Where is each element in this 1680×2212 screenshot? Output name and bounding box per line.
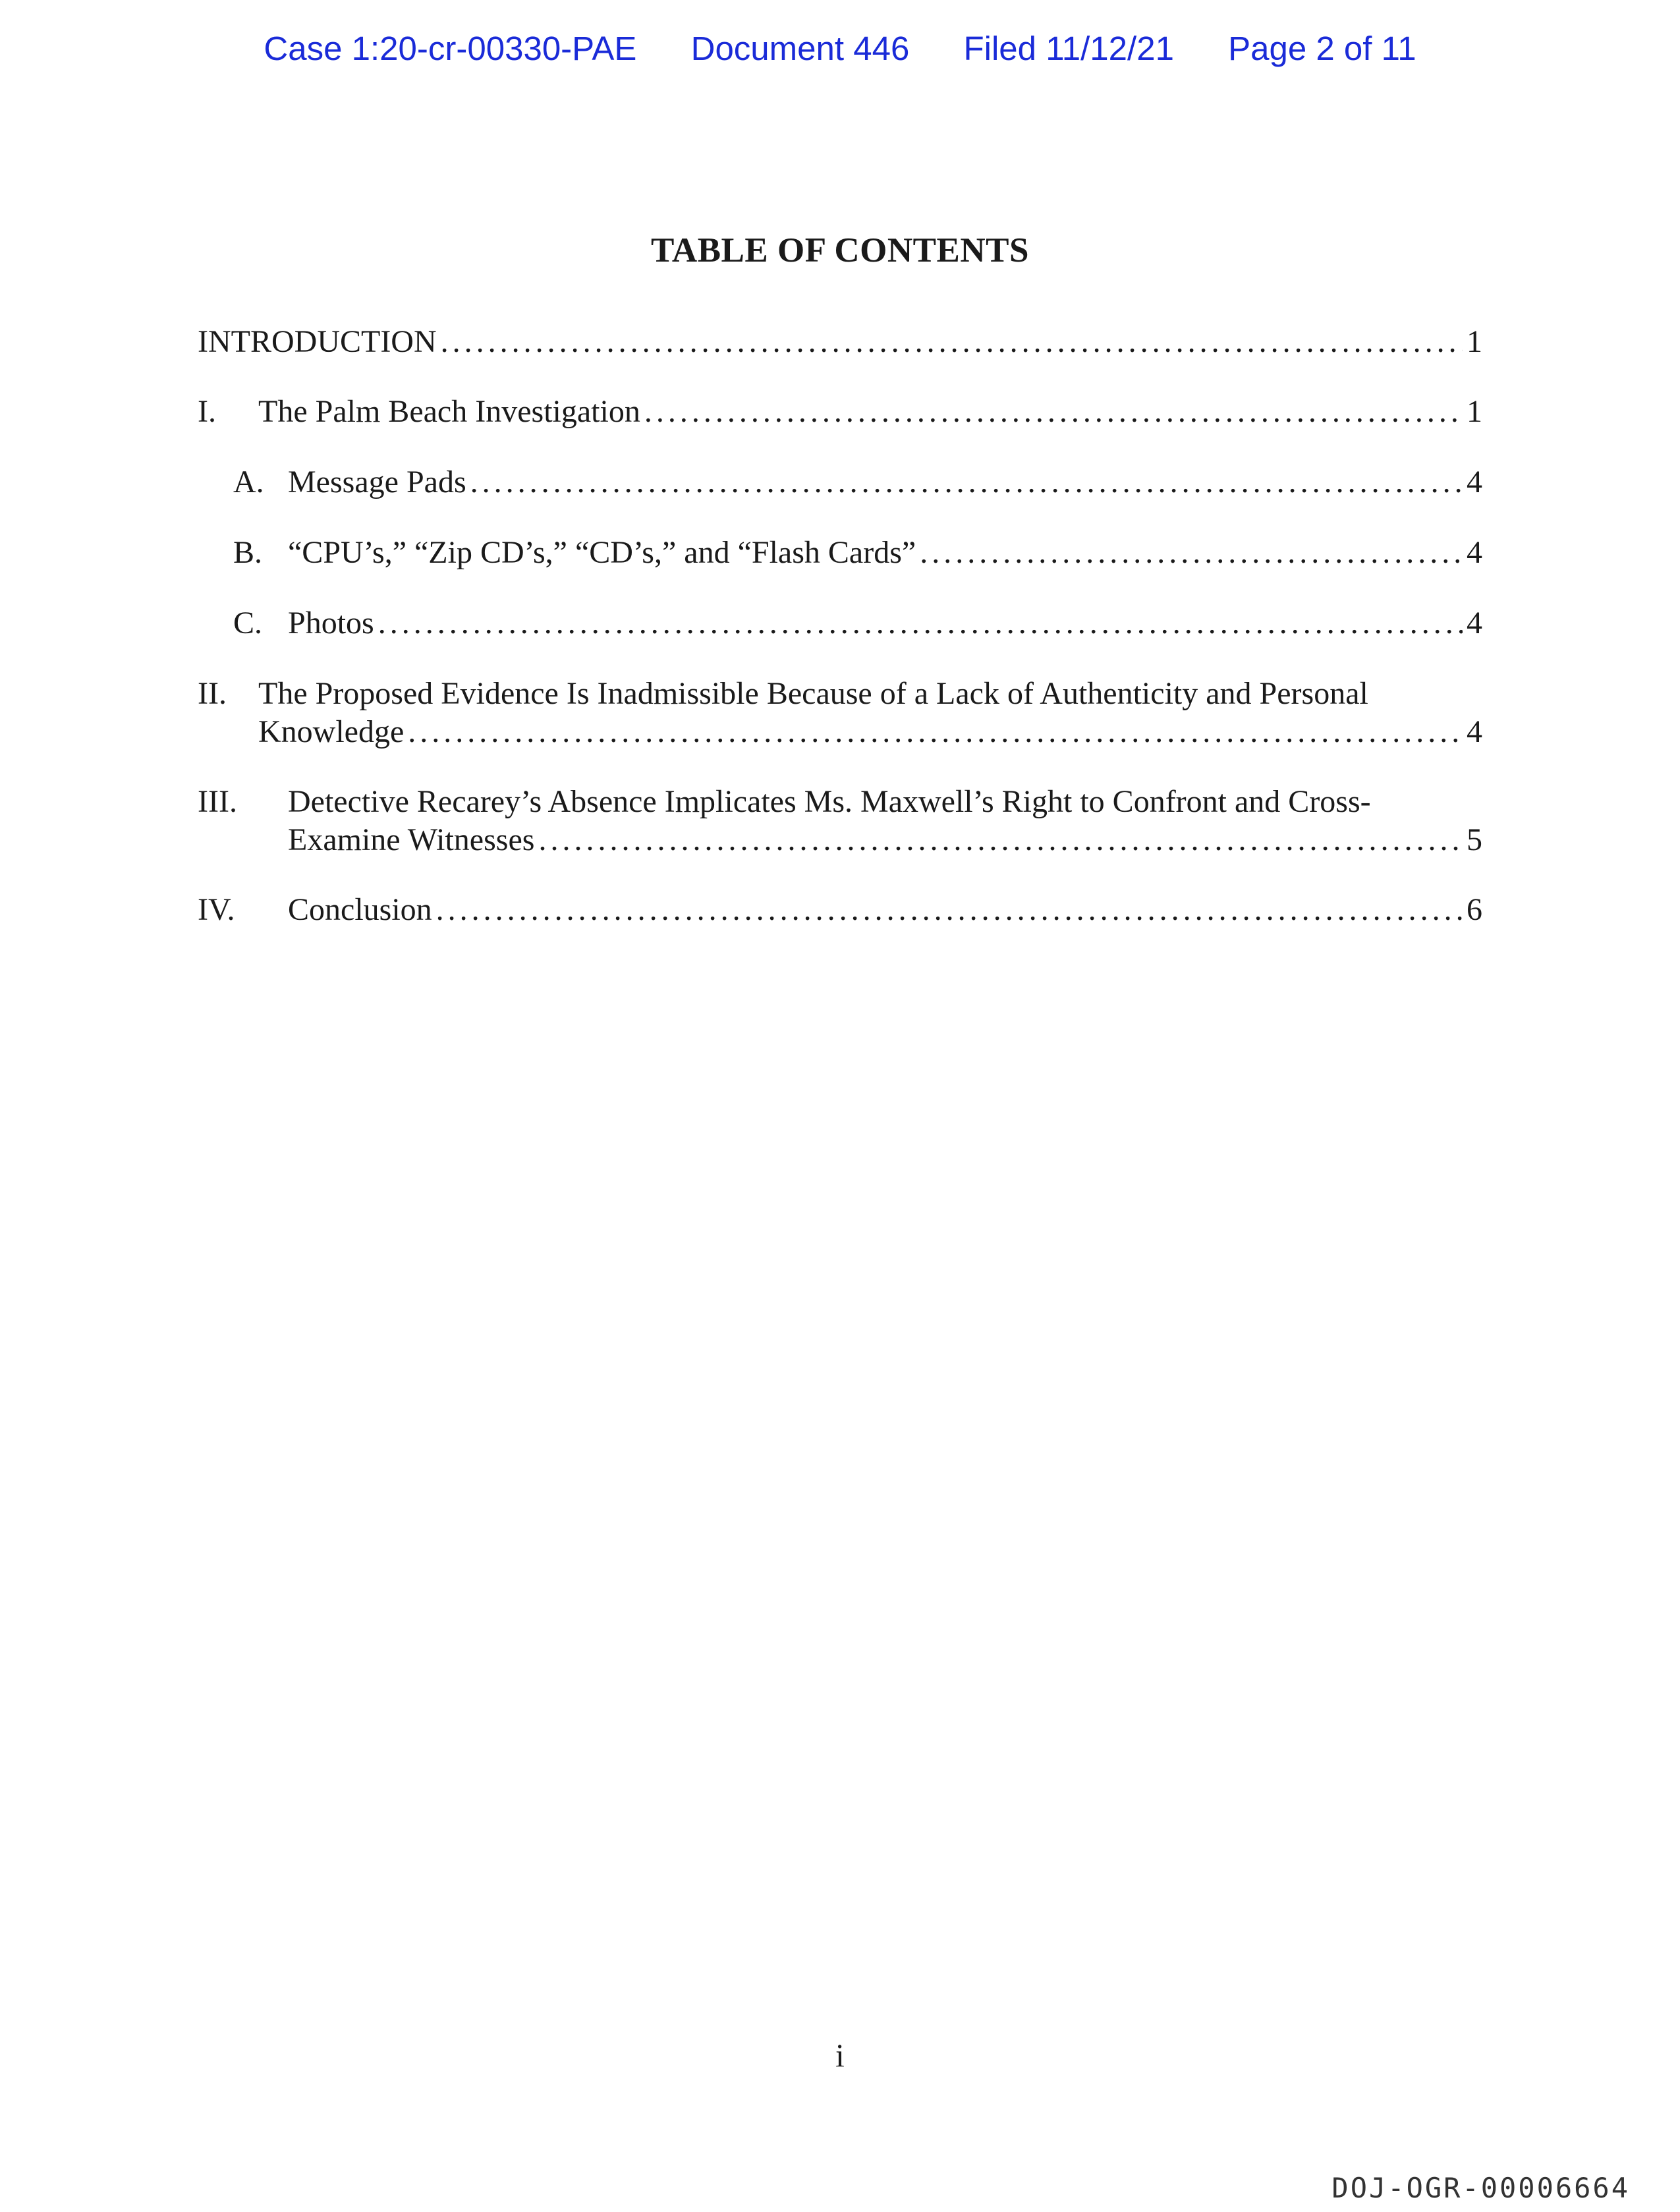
- toc-entry-number: A.: [233, 465, 264, 499]
- toc-entry-page: 6: [1467, 892, 1482, 927]
- toc-entry-title: The Palm Beach Investigation: [258, 394, 640, 429]
- toc-leader-dots: [378, 604, 1463, 642]
- toc-entry-page: 1: [1467, 324, 1482, 359]
- toc-entry-title: INTRODUCTION: [198, 324, 437, 359]
- toc-leader-dots: [538, 821, 1463, 859]
- toc-entry-title: Photos: [288, 606, 374, 640]
- toc-entry-title-line-2: Examine Witnesses: [288, 822, 535, 857]
- toc-entry-number: C.: [233, 606, 263, 640]
- toc-entry-section-iii: [198, 783, 1482, 859]
- page-number: i: [835, 2037, 845, 2074]
- toc-entry-title: Message Pads: [288, 465, 466, 499]
- toc-entry-page: 4: [1467, 535, 1482, 570]
- toc-entry-number: IV.: [198, 892, 235, 927]
- toc-entry-title-line-2: Knowledge: [258, 714, 405, 749]
- toc-entry-page: 4: [1467, 606, 1482, 640]
- ecf-filed-date: Filed 11/12/21: [963, 30, 1174, 67]
- toc-entry-page: 4: [1467, 465, 1482, 499]
- bates-number: DOJ-OGR-00006664: [1331, 2172, 1630, 2204]
- toc-entry-section-i: [198, 393, 1482, 431]
- toc-entry-page: 5: [1467, 822, 1482, 857]
- toc-leader-dots: [441, 323, 1463, 361]
- ecf-case-number: Case 1:20-cr-00330-PAE: [264, 30, 637, 67]
- toc-entry-title: “CPU’s,” “Zip CD’s,” “CD’s,” and “Flash Cards”: [288, 535, 916, 570]
- toc-entry-section-c: [198, 604, 1482, 642]
- ecf-document-number: Document 446: [690, 30, 910, 67]
- toc-leader-dots: [470, 463, 1463, 501]
- toc-entry-section-iv: [198, 891, 1482, 929]
- toc-entry-section-ii: [198, 675, 1482, 751]
- toc-entry-introduction: [198, 323, 1482, 361]
- toc-entry-number: B.: [233, 535, 263, 570]
- toc-entry-section-a: [198, 463, 1482, 501]
- toc-entry-title: Conclusion: [288, 892, 432, 927]
- toc-entry-number: III.: [198, 784, 237, 819]
- toc-entry-title-line-1: Detective Recarey’s Absence Implicates Ms. Maxwell’s Right to Confront and Cross-: [288, 784, 1371, 819]
- toc-entry-page: 4: [1467, 714, 1482, 749]
- toc-leader-dots: [920, 534, 1463, 572]
- toc-entry-section-b: [198, 534, 1482, 572]
- toc-leader-dots: [644, 393, 1463, 431]
- toc-entry-page: 1: [1467, 394, 1482, 429]
- toc-entry-title-line-1: The Proposed Evidence Is Inadmissible Because of a Lack of Authenticity and Personal: [258, 676, 1368, 711]
- ecf-page-count: Page 2 of 11: [1228, 30, 1416, 67]
- toc-entry-number: II.: [198, 676, 227, 711]
- toc-title: TABLE OF CONTENTS: [651, 231, 1029, 269]
- toc-leader-dots: [436, 891, 1463, 929]
- toc-leader-dots: [408, 713, 1463, 751]
- ecf-header-stamp: [0, 29, 1680, 68]
- toc-entry-number: I.: [198, 394, 216, 429]
